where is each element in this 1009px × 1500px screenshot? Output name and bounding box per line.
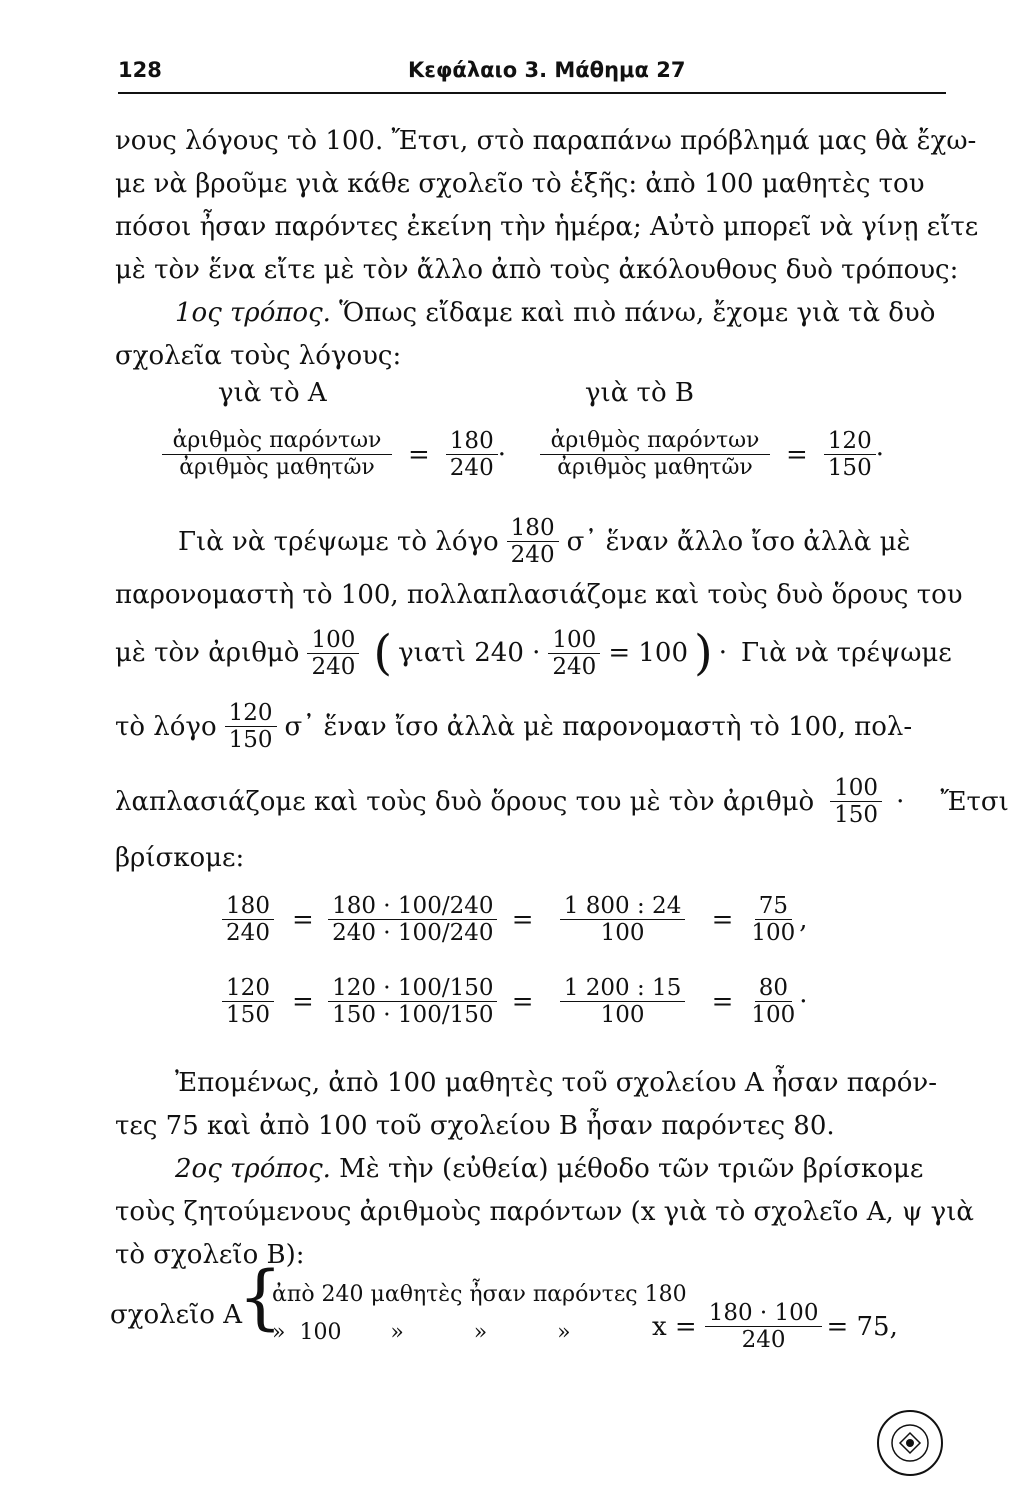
ratio-a-fraction (446, 428, 498, 481)
denominator: 150 (834, 802, 879, 828)
numerator: 120 (222, 975, 274, 1002)
fraction-100-240 (307, 627, 359, 680)
equals-sign: = (786, 439, 808, 470)
numerator: 100 (307, 627, 359, 654)
school-a-label: σχολεῖο Α (110, 1300, 242, 1330)
denominator: 150 · 100/150 (332, 1002, 494, 1028)
para2-line5: λαπλασιάζομε καὶ τοὺς δυὸ ὅρους του μὲ τὸν ἀριθμὸ $\frac{100}{150}$ · Ἔτσι (115, 775, 1009, 828)
eq-fraction (548, 893, 698, 946)
present-label: ἀριθμὸς παρόντων (540, 428, 770, 455)
equals-sign: = (408, 439, 430, 470)
school-a-row1: ἀπὸ 240 μαθητὲς ἦσαν παρόντες 180 (272, 1282, 687, 1307)
fraction-100-150 (830, 775, 882, 828)
ratio-a-label: γιὰ τὸ Α (218, 378, 327, 408)
method1-text: Ὅπως εἴδαμε καὶ πιὸ πάνω, ἔχομε γιὰ τὰ δυὸ (330, 298, 936, 328)
text-line: τὸ σχολεῖο Β): (115, 1240, 305, 1270)
fraction-180-240 (507, 515, 559, 568)
denominator: 100 (751, 920, 796, 946)
equation-row-2: $\frac{120}{150}$ = $\frac{120 \cdot 100/150}{150 \cdot 100/150}$ = $\frac{1 200 : 15}{100}$ = $\frac{80}{100}$ · (218, 975, 808, 1028)
eq-fraction (328, 893, 498, 946)
page-header (118, 58, 946, 98)
denominator: 150 (228, 727, 273, 753)
denominator: 240 (741, 1327, 786, 1353)
denominator: 240 (226, 920, 270, 946)
numerator: 100 (548, 627, 600, 654)
text-span: Γιὰ νὰ τρέψωμε (741, 638, 952, 668)
text-span: σ᾽ ἕναν ἄλλο ἴσο ἀλλὰ μὲ (566, 526, 911, 557)
text-line: μὲ τὸν ἕνα εἴτε μὲ τὸν ἄλλο ἀπὸ τοὺς ἀκόλουθους δυὸ τρόπους: (115, 255, 959, 285)
ratio-b: $\frac{\text{ἀριθμὸς παρόντων}}{\text{ἀριθμὸς μαθητῶν}}$ = $\frac{120}{150}$ · (540, 428, 920, 481)
text-span: γιατὶ 240 · (398, 638, 541, 668)
ratio-b-label: γιὰ τὸ Β (585, 378, 694, 408)
ratio-b-numerator: 120 (824, 428, 876, 455)
para2-line2: παρονομαστὴ τὸ 100, πολλαπλασιάζομε καὶ τοὺς δυὸ ὅρους του (115, 580, 963, 610)
eq-fraction (218, 893, 278, 946)
ratio-b-denominator: 150 (827, 455, 872, 481)
text-span: τὸ λόγο (115, 711, 217, 742)
numerator: 180 (507, 515, 559, 542)
students-label: ἀριθμὸς μαθητῶν (557, 455, 753, 480)
ratio-a: $\frac{\text{ἀριθμὸς παρόντων}}{\text{ἀριθμὸς μαθητῶν}}$ = $\frac{180}{240}$ · (162, 428, 502, 481)
text-span: μὲ τὸν ἀριθμὸ (115, 638, 300, 668)
denominator: 100 (600, 1002, 645, 1028)
denominator: 240 · 100/240 (332, 920, 494, 946)
result-fraction (705, 1300, 823, 1353)
eq-fraction (218, 975, 278, 1028)
ratio-a-words (162, 428, 392, 481)
brace-icon: { (238, 1256, 283, 1338)
text-span: Γιὰ νὰ τρέψωμε τὸ λόγο (178, 526, 499, 557)
para2-line4 (115, 700, 912, 753)
text-span: = 100 (608, 638, 688, 668)
text-line: πόσοι ἦσαν παρόντες ἐκείνη τὴν ἡμέρα; Αὐτὸ μπορεῖ νὰ γίνῃ εἴτε (115, 212, 979, 242)
school-a-result (652, 1300, 898, 1353)
numerator: 75 (755, 893, 792, 920)
numerator: 1 800 : 24 (560, 893, 685, 920)
text-span: λαπλασιάζομε καὶ τοὺς δυὸ ὅρους του μὲ τὸν ἀριθμὸ (115, 786, 815, 817)
numerator: 100 (830, 775, 882, 802)
numerator: 180 · 100 (705, 1300, 823, 1327)
method2-text: Μὲ τὴν (εὐθεία) μέθοδο τῶν τριῶν βρίσκομε (330, 1154, 924, 1184)
method1-label: 1ος τρόπος. (175, 298, 331, 328)
text-line: σχολεῖα τοὺς λόγους: (115, 341, 402, 371)
text-span: σ᾽ ἕναν ἴσο ἀλλὰ μὲ παρονομαστὴ τὸ 100, πολ- (284, 711, 913, 742)
students-label: ἀριθμὸς μαθητῶν (179, 455, 375, 480)
method1-line (115, 292, 953, 335)
denominator: 240 (510, 542, 555, 568)
numerator: 180 (222, 893, 274, 920)
numerator: 1 200 : 15 (560, 975, 685, 1002)
method2-line (115, 1148, 953, 1191)
text-line: τοὺς ζητούμενους ἀριθμοὺς παρόντων (x γιὰ τὸ σχολεῖο Α, ψ γιὰ (115, 1197, 974, 1227)
text-line: τες 75 καὶ ἀπὸ 100 τοῦ σχολείου Β ἦσαν παρόντες 80. (115, 1111, 835, 1141)
numerator: 120 · 100/150 (328, 975, 497, 1002)
eq-fraction (747, 975, 799, 1028)
fraction-120-150 (225, 700, 277, 753)
text-line: Ἐπομένως, ἀπὸ 100 μαθητὲς τοῦ σχολείου Α ἦσαν παρόν- (175, 1068, 937, 1098)
denominator: 240 (311, 653, 356, 680)
conclusion-paragraph (115, 1062, 974, 1277)
denominator: 150 (226, 1002, 270, 1028)
para2-line1 (178, 515, 910, 568)
ratio-b-words (540, 428, 770, 481)
intro-paragraph (115, 120, 979, 378)
text-span: Ἔτσι (940, 786, 1009, 817)
eq-fraction (328, 975, 498, 1028)
text-line: με νὰ βροῦμε γιὰ κάθε σχολεῖο τὸ ἑξῆς: ἀπὸ 100 μαθητὲς του (115, 169, 925, 199)
ratio-b-fraction (824, 428, 876, 481)
header-rule (118, 92, 946, 94)
eq-fraction (548, 975, 698, 1028)
chapter-title: Κεφάλαιο 3. Μάθημα 27 (408, 58, 686, 82)
x-variable: x = (652, 1311, 697, 1342)
result-value: = 75, (826, 1311, 898, 1342)
fraction-100-240 (548, 627, 600, 680)
denominator: 240 (552, 653, 597, 680)
equation-row-1: $\frac{180}{240}$ = $\frac{180 \cdot 100/240}{240 \cdot 100/240}$ = $\frac{1 800 : 24}{100}$ = $\frac{75}{100}$ , (218, 893, 808, 946)
eq-fraction (747, 893, 799, 946)
page-number: 128 (118, 58, 162, 82)
numerator: 180 · 100/240 (328, 893, 497, 920)
school-a-row2: » 100 » » » (272, 1320, 571, 1345)
numerator: 80 (755, 975, 792, 1002)
text-line: νους λόγους τὸ 100. Ἔτσι, στὸ παραπάνω πρόβλημά μας θὰ ἔχω- (115, 126, 977, 156)
ratio-a-denominator: 240 (449, 455, 494, 481)
ratio-a-numerator: 180 (446, 428, 498, 455)
denominator: 100 (600, 920, 645, 946)
numerator: 120 (225, 700, 277, 727)
denominator: 100 (751, 1002, 796, 1028)
para2-line6: βρίσκομε: (115, 843, 245, 873)
para2-line3: μὲ τὸν ἀριθμὸ $\frac{100}{240}$ ( γιατὶ 240 · $\frac{100}{240}$ = 100 ) · Γιὰ νὰ τρέψωμε (115, 625, 952, 681)
present-label: ἀριθμὸς παρόντων (162, 428, 392, 455)
method2-label: 2ος τρόπος. (175, 1154, 331, 1184)
library-seal-icon (875, 1408, 945, 1478)
